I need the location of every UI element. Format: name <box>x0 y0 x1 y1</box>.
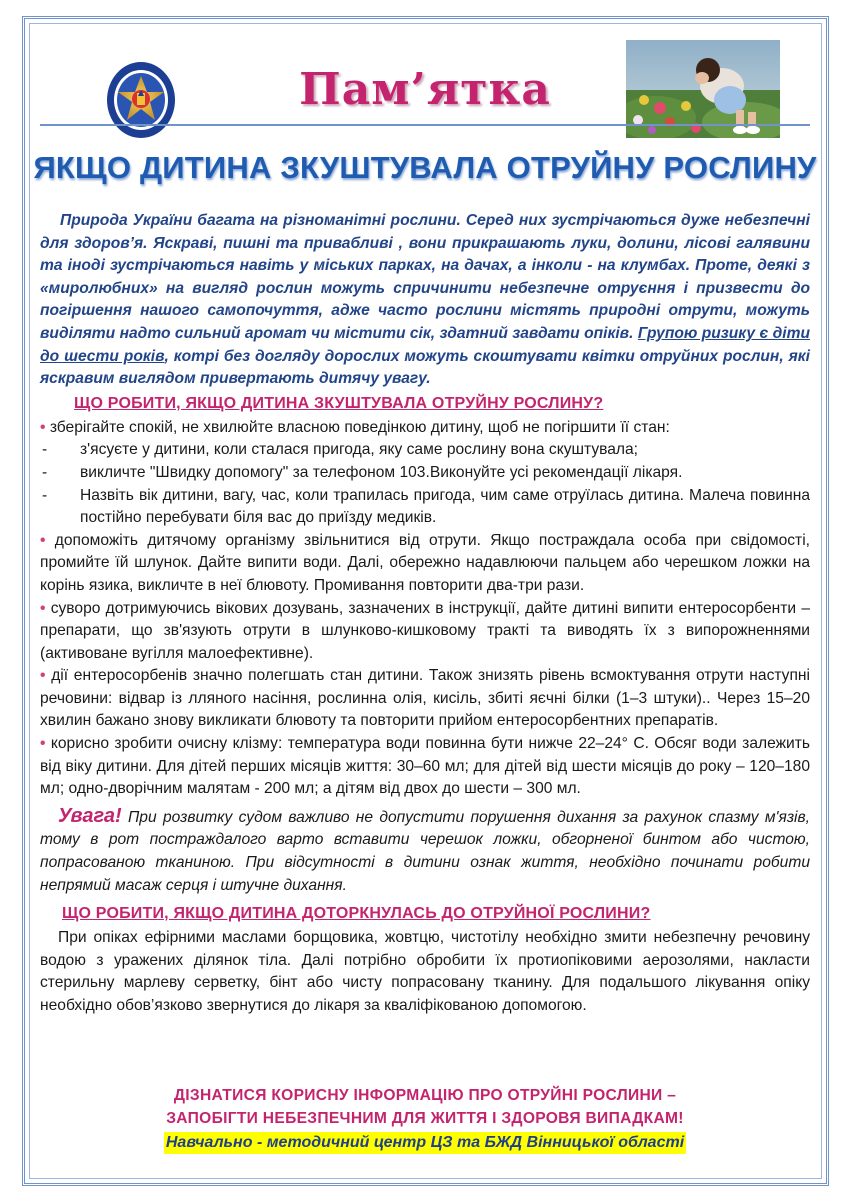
dash-marker: - <box>42 486 48 504</box>
bullet-item <box>40 665 810 733</box>
bullet-text: суворо дотримуючись вікових дозувань, зазначених в інструкції, дайте дитині випити ентеросорбенти – препарати, що зв'язують отрути в шлунково-кишковому тракті та виводять їх з випорожненнями (активоване вугілля малоефективне). <box>40 599 811 662</box>
warning-text: При розвитку судом важливо не допустити порушення дихання за рахунок спазму м'язів, тому в рот постраждалого варто вставити черешок ложки, обгорненої бинтом або чистою, попрасованою тканиною. При відсутності в дитини ознак життя, необхідно починати робити непрямий масаж серця і штучне дихання. <box>40 808 810 894</box>
bullet-item <box>40 417 810 440</box>
intro-paragraph <box>40 210 810 391</box>
dash-item <box>40 462 810 485</box>
bullet-item <box>40 530 810 598</box>
header-divider <box>40 124 810 126</box>
bullet-item <box>40 733 810 801</box>
bullet-icon: • <box>40 418 46 436</box>
intro-text-2: , котрі без догляду дорослих можуть скоштувати квітки отруйних рослин, які яскравим виглядом привертають дитячу увагу. <box>40 347 811 388</box>
content <box>40 210 810 1018</box>
section-heading-touched: ЩО РОБИТИ, ЯКЩО ДИТИНА ДОТОРКНУЛАСЬ ДО ОТРУЙНОЇ РОСЛИНИ? <box>62 905 651 923</box>
warning-label: Увага! <box>58 804 122 827</box>
dash-item <box>40 439 810 462</box>
page-title: Пам’ятка <box>299 64 551 115</box>
footer-slogan-line-2: ЗАПОБІГТИ НЕБЕЗПЕЧНИМ ДЛЯ ЖИТТЯ І ЗДОРОВЯ ВИПАДКАМ! <box>166 1110 684 1127</box>
dash-text: Назвіть вік дитини, вагу, час, коли трапилась пригода, чим саме отруїлась дитина. Малеча повинна постійно перебувати біля вас до приїзду медиків. <box>80 486 810 527</box>
footer-organization: Навчально - методичний центр ЦЗ та БЖД Вінницької області <box>164 1132 686 1154</box>
bullet-icon: • <box>40 531 46 549</box>
intro-text-1: Природа України багата на різноманітні рослини. Серед них зустрічаються дуже небезпечні для здоров’я. Яскраві, пишні та привабливі , вони прикрашають луки, долини, лісові галявини та іноді зустрічаються навіть у міських парках, на дачах, а інколи - на клумбах. Проте, деякі з «миролюбних» на вигляд рослин можуть спричинити небезпечне отруєння і призвести до погіршення нашого самопочуття, адже часто рослини містять природні отрути, можуть виділяти надто сильний аромат чи містити сік, здатний завдати опіків. <box>40 212 810 342</box>
main-title: ЯКЩО ДИТИНА ЗКУШТУВАЛА ОТРУЙНУ РОСЛИНУ <box>33 150 817 185</box>
bullet-icon: • <box>40 667 46 685</box>
intro-risk-group: Групою ризику є діти до шести років <box>40 324 810 365</box>
bullet-text: дії ентеросорбенів значно полегшать стан дитини. Також знизять рівень всмоктування отрути наступні речовини: відвар із лляного насіння, рослинна олія, кисіль, збиті яєчні білки (1–3 штуки).. Через 15–20 хвилин бажано знову викликати блювоту та повторити прийом ентеросорбентних препаратів. <box>40 667 811 730</box>
footer-slogan-line-1: ДІЗНАТИСЯ КОРИСНУ ІНФОРМАЦІЮ ПРО ОТРУЙНІ РОСЛИНИ – <box>173 1087 677 1104</box>
section-heading-swallowed: ЩО РОБИТИ, ЯКЩО ДИТИНА ЗКУШТУВАЛА ОТРУЙНУ РОСЛИНУ? <box>74 394 604 412</box>
bullet-icon: • <box>40 735 46 753</box>
warning-paragraph <box>40 805 810 897</box>
dash-marker: - <box>42 441 48 459</box>
bullet-text: зберігайте спокій, не хвилюйте власною поведінкою дитину, щоб не погіршити її стан: <box>49 418 670 436</box>
dash-marker: - <box>42 463 48 481</box>
footer <box>40 1084 810 1154</box>
dash-text: з'ясуєте у дитини, коли сталася пригода, яку саме рослину вона скуштувала; <box>80 441 639 459</box>
bullet-text: корисно зробити очисну клізму: температура води повинна бути нижче 22–24° С. Обсяг води залежить від віку дитини. Для дітей перших місяців життя: 30–60 мл; для дітей від шести місяців до року – 120–180 мл; одно-дворічним малятам - 200 мл; а дітям від двох до шести – 300 мл. <box>40 735 810 798</box>
bullet-item <box>40 598 810 666</box>
dash-item <box>40 485 810 530</box>
dash-text: викличте "Швидку допомогу" за телефоном 103.Виконуйте усі рекомендації лікаря. <box>80 463 683 481</box>
bullet-icon: • <box>40 599 46 617</box>
touch-advice-paragraph: При опіках ефірними маслами борщовика, жовтцю, чистотілу необхідно змити небезпечну речовину водою з уражених ділянок тіла. Далі потрібно обробити їх протиопіковими аерозолями, накласти стерильну марлеву серветку, бінт або чисту попрасовану тканину. Для подальшого лікування опіку необхідно обов’язково звернутися до лікаря за кваліфікованою допомогою. <box>40 929 810 1014</box>
bullet-text: допоможіть дитячому організму звільнитися від отрути. Якщо постраждала особа при свідомості, промийте їй шлунок. Дайте випити води. Далі, обережно надавлюючи пальцем або черешком ложки на корінь язика, викличте в неї блювоту. Промивання повторити два-три рази. <box>40 531 810 594</box>
